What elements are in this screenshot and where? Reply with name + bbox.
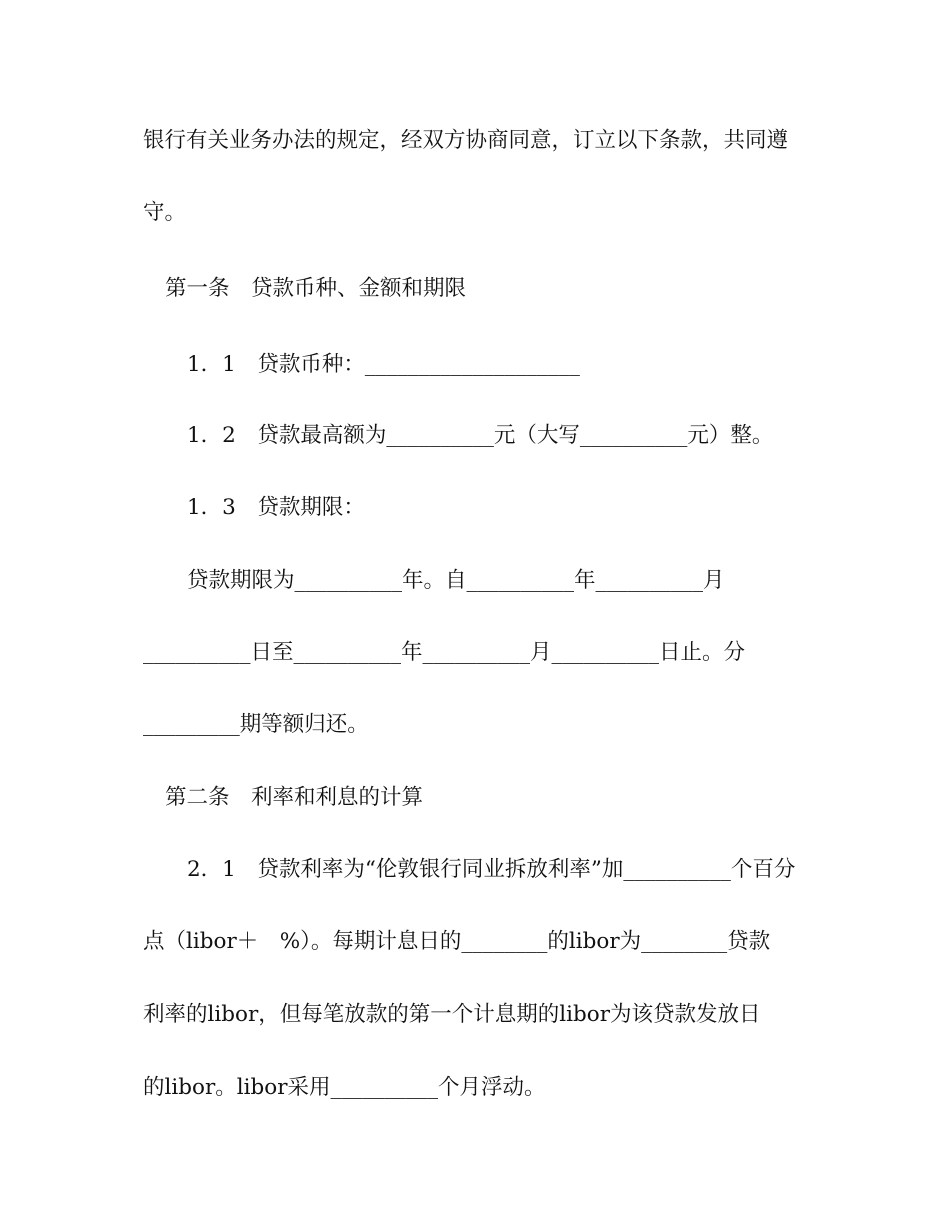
loan-term-line-2: __________日至__________年__________月__________日止。分: [143, 640, 746, 665]
clause-1-1: 1．1 贷款币种：____________________: [187, 352, 580, 377]
clause-2-1-line-1: 2．1 贷款利率为“伦敦银行同业拆放利率”加__________个百分: [187, 857, 796, 882]
clause-2-1-line-2: 点（libor＋ %）。每期计息日的________的libor为________贷款: [143, 929, 771, 954]
article-1-heading: 第一条 贷款币种、金额和期限: [165, 276, 467, 301]
paragraph-line-2: 守。: [143, 200, 187, 225]
clause-2-1-line-3: 利率的libor，但每笔放款的第一个计息期的libor为该贷款发放日: [143, 1002, 761, 1027]
clause-2-1-line-4: 的libor。libor采用__________个月浮动。: [143, 1075, 546, 1100]
loan-term-line-3: _________期等额归还。: [143, 712, 369, 737]
clause-1-3: 1．3 贷款期限：: [187, 495, 365, 520]
clause-1-2: 1．2 贷款最高额为__________元（大写__________元）整。: [187, 423, 774, 448]
article-2-heading: 第二条 利率和利息的计算: [165, 785, 424, 810]
loan-term-line-1: 贷款期限为__________年。自__________年__________月: [187, 568, 725, 593]
paragraph-line-1: 银行有关业务办法的规定，经双方协商同意，订立以下条款，共同遵: [143, 128, 789, 153]
